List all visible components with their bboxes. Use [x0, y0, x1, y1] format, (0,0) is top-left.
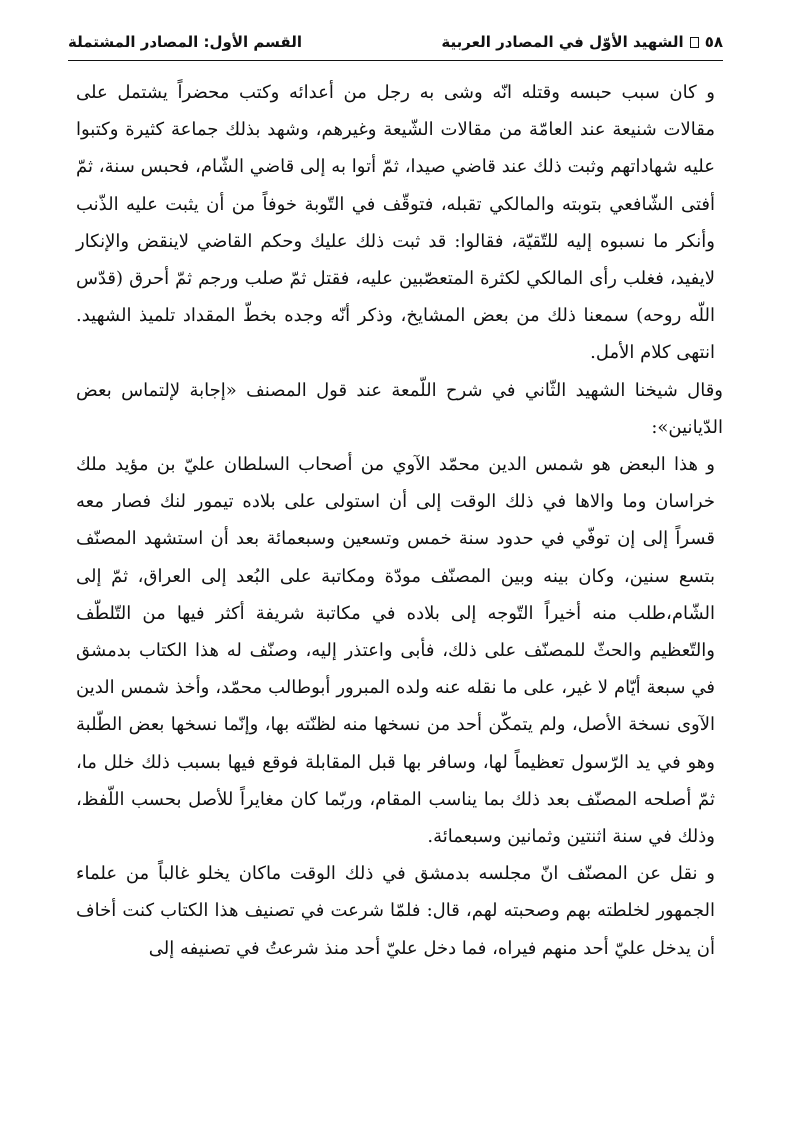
- header-divider: [68, 60, 723, 61]
- page-header: [68, 30, 723, 54]
- paragraph-3: و هذا البعض هو شمس الدين محمّد الآوي من أصحاب السلطان عليّ بن مؤيد ملك خراسان وما والاها في ذلك الوقت إلى أن استولى على بلاده تيمور لنك فصار معه قسراً إلى إن توفّي في حدود سنة خمس وتسعين وسبعمائة بعد أن استشهد المصنّف بتسع سنين، وكان بينه وبين المصنّف مودّة ومكاتبة على البُعد إلى العراق، ثمّ إلى الشّام،طلب منه أخيراً التّوجه إلى بلاده في مكاتبة شريفة أكثر فيها من التّلطّف والتّعظيم والحثّ للمصنّف على ذلك، فأبى واعتذر إليه، وصنّف له هذا الكتاب بدمشق في سبعة أيّام لا غير، على ما نقله عنه ولده المبرور أبوطالب محمّد، وأخذ شمس الدين الآوى نسخة الأصل، ولم يتمكّن أحد من نسخها منه لظنّته بها، وإنّما نسخها بعض الطّلبة وهو في يد الرّسول تعظيماً لها، وسافر بها قبل المقابلة فوقع فيها بسبب ذلك خلل ما، ثمّ أصلحه المصنّف بعد ذلك بما يناسب المقام، وربّما كان مغايراً للأصل بحسب اللّفظ، وذلك في سنة اثنتين وثمانين وسبعمائة.: [76, 454, 715, 848]
- page-body: [76, 74, 723, 968]
- paragraph-4: و نقل عن المصنّف انّ مجلسه بدمشق في ذلك الوقت ماكان يخلو غالباً من علماء الجمهور لخلطته بهم وصحبته لهم، قال: فلمّا شرعت في تصنيف هذا الكتاب كنت أخاف أن يدخل عليّ أحد منهم فيراه، فما دخل عليّ أحد منذ شرعتُ في تصنيفه إلى: [76, 863, 715, 959]
- running-title: الشهيد الأوّل في المصادر العربية: [441, 33, 684, 51]
- page-number: ٥٨: [704, 33, 723, 51]
- paragraph-1: و كان سبب حبسه وقتله انّه وشى به رجل من أعدائه وكتب محضراً يشتمل على مقالات شنيعة عند العامّة من مقالات الشّيعة وغيرهم، وشهد بذلك جماعة كثيرة وكتبوا عليه شهاداتهم وثبت ذلك عند قاضي صيدا، ثمّ أتوا به إلى قاضي الشّام، فحبس سنة، ثمّ أفتى الشّافعي بتوبته والمالكي تقبله، فتوقّف في التّوبة خوفاً من أن يثبت عليه الذّنب وأنكر ما نسبوه إليه للتّقيّة، فقالوا: قد ثبت ذلك عليك وحكم القاضي لاينقض والإنكار لايفيد، فغلب رأى المالكي لكثرة المتعصّبين عليه، فقتل ثمّ صلب ورجم ثمّ أحرق (قدّس اللّه روحه) سمعنا ذلك من بعض المشايخ، وذكر أنّه وجده بخطّ المقداد تلميذ الشهيد. انتهى كلام الأمل.: [76, 82, 715, 364]
- section-title: القسم الأول: المصادر المشتملة: [68, 33, 302, 51]
- box-ornament-icon: [690, 37, 699, 48]
- paragraph-2: وقال شيخنا الشهيد الثّاني في شرح اللّمعة عند قول المصنف «إجابة لإلتماس بعض الدّيانين»:: [76, 379, 723, 438]
- header-right-group: [441, 33, 723, 51]
